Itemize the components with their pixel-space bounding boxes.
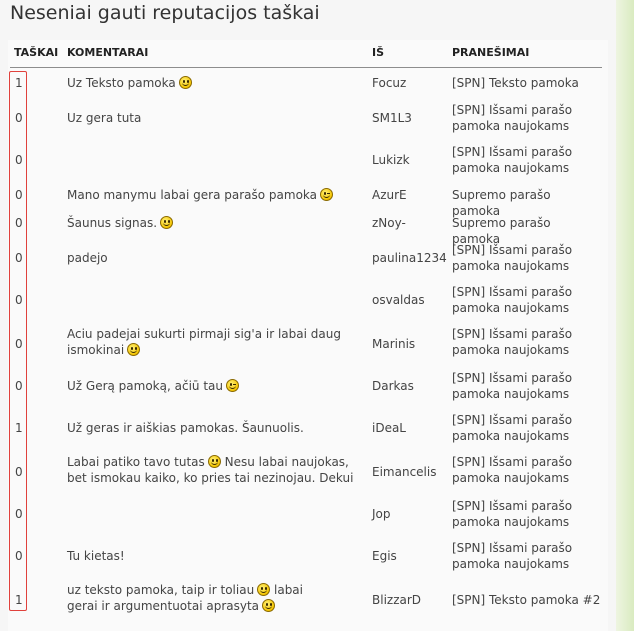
comment-text: Tu kietas! (67, 549, 125, 563)
column-header-points: TAŠKAI (14, 46, 59, 59)
from-user-link[interactable]: BlizzarD (372, 593, 422, 607)
comment-cell (67, 187, 357, 203)
from-user-link[interactable]: Lukizk (372, 153, 410, 167)
points-value: 0 (15, 507, 23, 521)
from-user-link[interactable]: iDeaL (372, 421, 406, 435)
smile-icon (257, 583, 270, 596)
message-link[interactable]: [SPN] Išsami parašo pamoka naujokams (452, 103, 573, 133)
message-link[interactable]: [SPN] Išsami parašo pamoka naujokams (452, 285, 573, 315)
from-user-link[interactable]: Focuz (372, 76, 407, 90)
points-value: 0 (15, 111, 23, 125)
comment-text: Už geras ir aiškias pamokas. Šaunuolis. (67, 421, 304, 435)
points-value: 1 (15, 76, 23, 90)
comment-cell (67, 454, 357, 486)
comment-text: Šaunus signas. (67, 216, 158, 230)
smile-icon (179, 76, 192, 89)
message-link[interactable]: Supremo parašo pamoka (452, 188, 551, 218)
from-user-link[interactable]: Marinis (372, 337, 416, 351)
message-link[interactable]: [SPN] Išsami parašo pamoka naujokams (452, 499, 573, 529)
points-value: 0 (15, 216, 23, 230)
page-right-edge (616, 0, 634, 631)
message-link[interactable]: [SPN] Teksto pamoka (452, 76, 579, 90)
wink-icon (226, 379, 239, 392)
from-user-link[interactable]: Darkas (372, 379, 414, 393)
points-value: 0 (15, 379, 23, 393)
from-user-link[interactable]: Egis (372, 549, 397, 563)
points-value: 0 (15, 465, 23, 479)
points-value: 0 (15, 337, 23, 351)
from-user-link[interactable]: Eimancelis (372, 465, 437, 479)
smile-icon (160, 216, 173, 229)
points-value: 1 (15, 593, 23, 607)
from-user-link[interactable]: Jop (372, 507, 391, 521)
from-user-link[interactable]: paulina1234 (372, 251, 447, 265)
comment-text: Uz Teksto pamoka (67, 76, 176, 90)
from-user-link[interactable]: SM1L3 (372, 111, 412, 125)
message-link[interactable]: [SPN] Išsami parašo pamoka naujokams (452, 327, 573, 357)
comment-text: uz teksto pamoka, taip ir toliau (67, 583, 255, 597)
message-link[interactable]: [SPN] Išsami parašo pamoka naujokams (452, 371, 573, 401)
message-link[interactable]: [SPN] Išsami parašo pamoka naujokams (452, 145, 573, 175)
smile-icon (208, 455, 221, 468)
message-link[interactable]: [SPN] Išsami parašo pamoka naujokams (452, 413, 573, 443)
comment-text: Už Gerą pamoką, ačiū tau (67, 379, 223, 393)
message-link[interactable]: [SPN] Išsami parašo pamoka naujokams (452, 455, 573, 485)
message-link[interactable]: Supremo parašo pamoka (452, 216, 551, 246)
points-value: 0 (15, 251, 23, 265)
comment-text: Labai patiko tavo tutas (67, 455, 205, 469)
comment-cell (67, 326, 357, 358)
smile-icon (127, 343, 140, 356)
points-column-highlight (9, 71, 27, 611)
comment-text: padejo (67, 251, 108, 265)
from-user-link[interactable]: osvaldas (372, 293, 425, 307)
message-link[interactable]: [SPN] Išsami parašo pamoka naujokams (452, 243, 573, 273)
comment-cell (67, 378, 357, 394)
column-header-comments: KOMENTARAI (67, 46, 149, 59)
from-user-link[interactable]: zNoy- (372, 216, 406, 230)
comment-text: labai gerai ir argumentuotai aprasyta (67, 583, 303, 613)
header-divider (10, 67, 602, 68)
page-title: Neseniai gauti reputacijos taškai (10, 2, 320, 24)
points-value: 0 (15, 549, 23, 563)
wink-icon (320, 188, 333, 201)
comment-cell (67, 582, 337, 614)
column-header-messages: PRANEŠIMAI (452, 46, 530, 59)
from-user-link[interactable]: AzurE (372, 188, 407, 202)
points-value: 0 (15, 153, 23, 167)
smile-icon (262, 599, 275, 612)
message-link[interactable]: [SPN] Teksto pamoka #2 (452, 593, 601, 607)
comment-text: Mano manymu labai gera parašo pamoka (67, 188, 317, 202)
comment-cell (67, 215, 357, 231)
message-link[interactable]: [SPN] Išsami parašo pamoka naujokams (452, 541, 573, 571)
points-value: 0 (15, 293, 23, 307)
comment-cell (67, 75, 357, 91)
points-value: 0 (15, 188, 23, 202)
comment-text: Nesu labai naujokas, bet ismokau kaiko, ko pries tai nezinojau. Dekui (67, 455, 354, 485)
column-header-from: IŠ (372, 46, 385, 59)
comment-text: Aciu padejai sukurti pirmaji sig'a ir labai daug ismokinai (67, 327, 341, 357)
points-value: 1 (15, 421, 23, 435)
comment-text: Uz gera tuta (67, 111, 142, 125)
